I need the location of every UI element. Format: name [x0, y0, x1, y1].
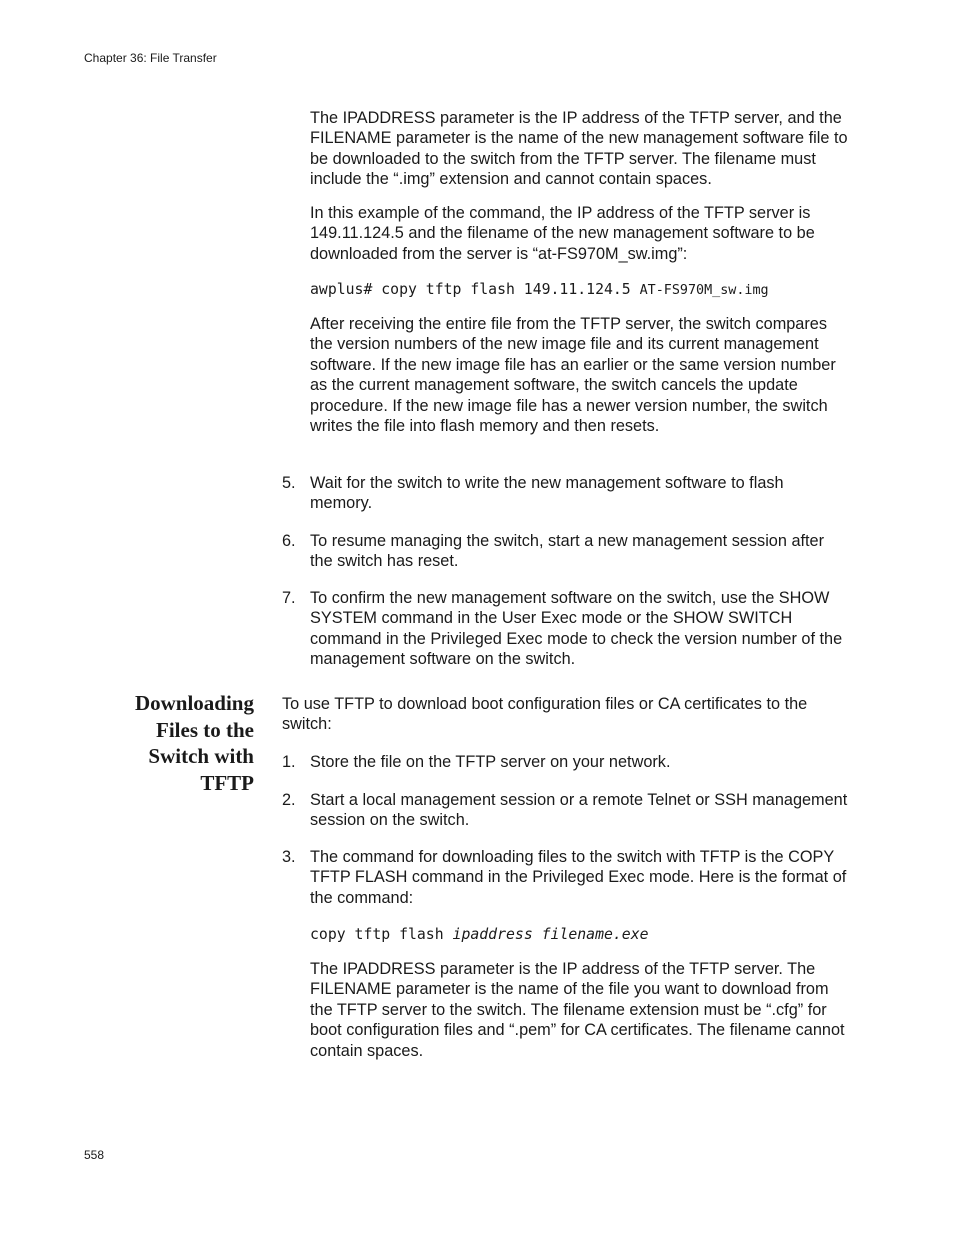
step-number: 7.: [282, 589, 296, 607]
intro-paragraph-3: After receiving the entire file from the TFTP server, the switch compares the version numbers of the new image file and its current management software. If the new image file has an earlier or the same version number as the current management software, the switch cancels the update procedure. If the new image file has a newer version number, the switch writes the file into flash memory and then resets.: [310, 315, 836, 436]
command-format: [310, 926, 649, 944]
section-heading-line: Files to the: [156, 717, 254, 742]
step-text: To confirm the new management software on the switch, use the SHOW SYSTEM command in the User Exec mode or the SHOW SWITCH command in the Privileged Exec mode to check the version number of the management software on the switch.: [310, 589, 843, 669]
step-number: 2.: [282, 791, 296, 809]
step-text: The command for downloading files to the switch with TFTP is the COPY TFTP FLASH command in the Privileged Exec mode. Here is the format of the command:: [310, 848, 847, 907]
section-heading: [135, 690, 254, 796]
step-text: To resume managing the switch, start a new management session after the switch has reset.: [310, 532, 825, 571]
section-heading-line: TFTP: [200, 770, 254, 795]
command-format-prefix: copy tftp flash: [310, 926, 453, 943]
step-text: Store the file on the TFTP server on your network.: [310, 753, 671, 771]
command-example: [310, 281, 769, 300]
intro-paragraph-2: In this example of the command, the IP address of the TFTP server is 149.11.124.5 and the filename of the new management software to be downloaded from the server is “at-FS970M_sw.img”:: [310, 204, 815, 263]
command-filename: AT-FS970M_sw.img: [639, 283, 769, 298]
command-format-args: ipaddress filename.exe: [452, 926, 649, 943]
intro-paragraph-1: The IPADDRESS parameter is the IP address of the TFTP server, and the FILENAME parameter is the name of the new management software file to be downloaded to the switch from the TFTP server. The filename must include the “.img” extension and cannot contain spaces.: [310, 109, 848, 189]
step-text: Start a local management session or a remote Telnet or SSH management session on the switch.: [310, 791, 848, 830]
section-heading-line: Downloading: [134, 691, 254, 715]
step-number: 6.: [282, 532, 296, 550]
command-prefix: awplus# copy tftp flash 149.11.124.5: [310, 281, 640, 298]
section-after-paragraph: The IPADDRESS parameter is the IP address of the TFTP server. The FILENAME parameter is the name of the file you want to download from the TFTP server to the switch. The filename extension must be “.cfg” for boot configuration files and “.pem” for CA certificates. The filename cannot contain spaces.: [310, 960, 845, 1060]
section-heading-line: Switch with: [148, 744, 254, 768]
step-number: 3.: [282, 848, 296, 866]
step-number: 1.: [282, 753, 296, 771]
section-intro: To use TFTP to download boot configuration files or CA certificates to the switch:: [282, 695, 808, 734]
step-number: 5.: [282, 474, 296, 492]
step-text: Wait for the switch to write the new management software to flash memory.: [310, 474, 784, 513]
running-head: Chapter 36: File Transfer: [84, 51, 217, 65]
page-number: 558: [84, 1148, 105, 1162]
